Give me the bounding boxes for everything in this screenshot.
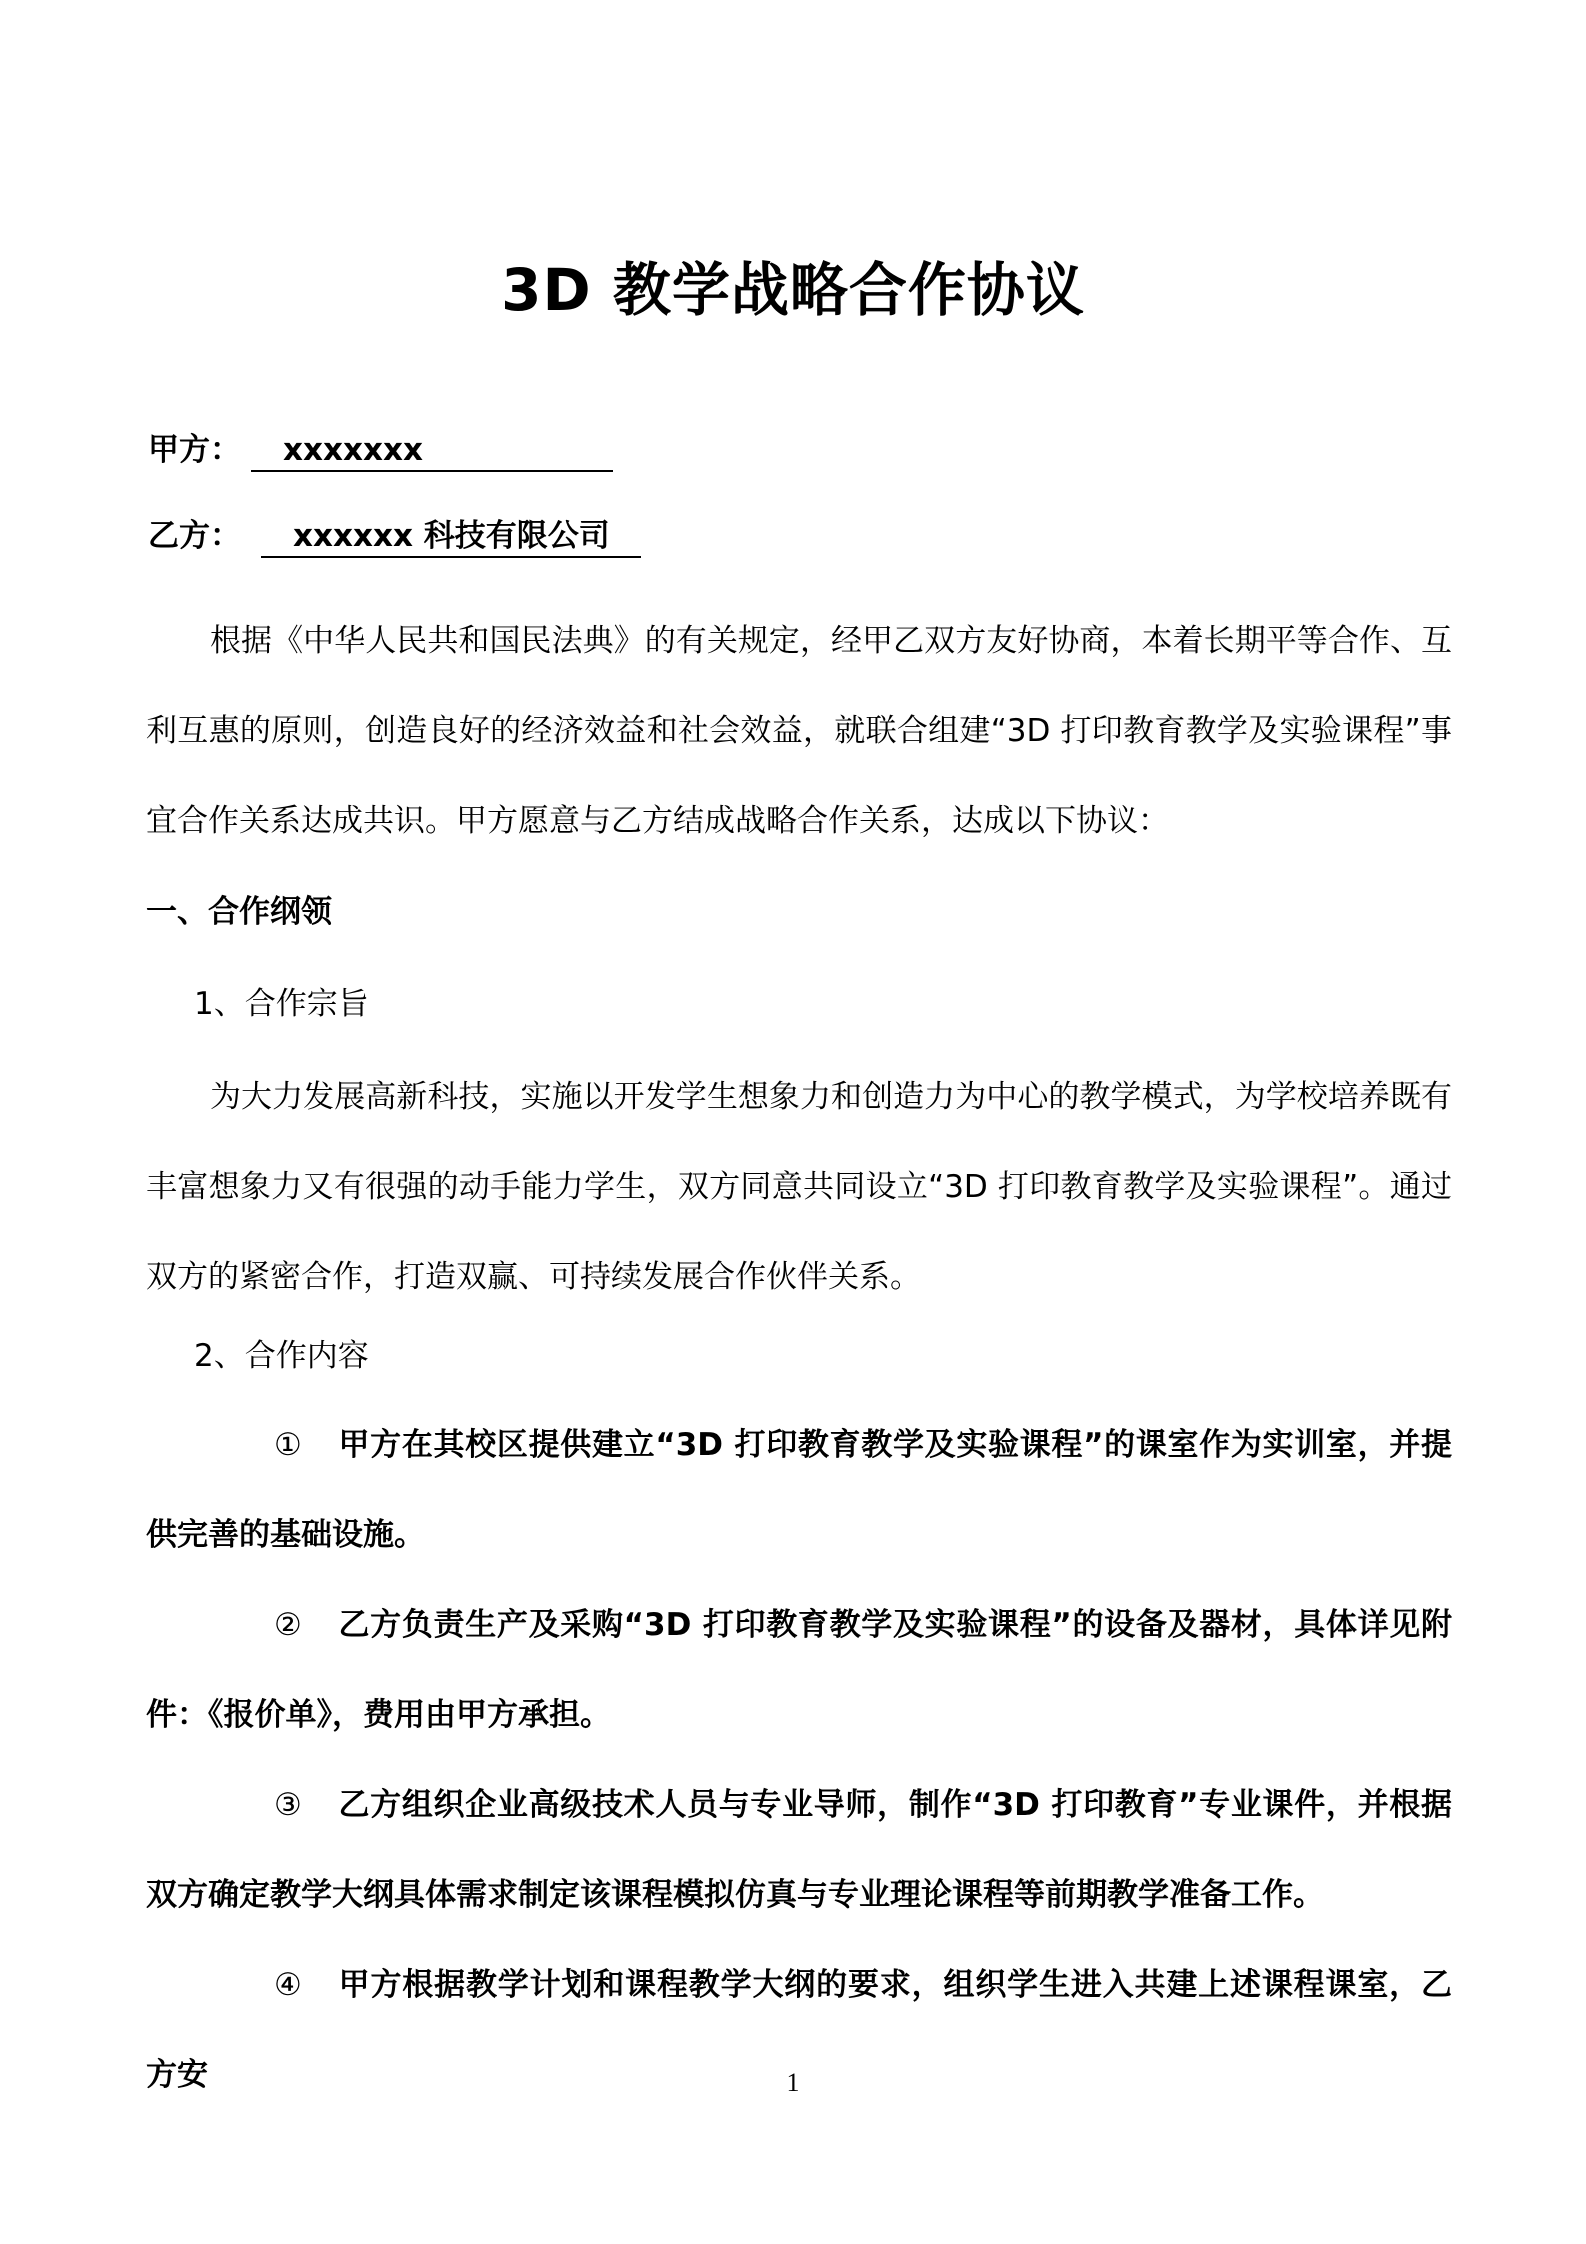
party-b-value: xxxxxx 科技有限公司 xyxy=(261,516,641,558)
item-3-text: 乙方组织企业高级技术人员与专业导师，制作“3D 打印教育”专业课件，并根据双方确定教学大纲具体需求制定该课程模拟仿真与专业理论课程等前期教学准备工作。 xyxy=(146,1787,1452,1913)
subsection-2-heading: 2、合作内容 xyxy=(194,1338,369,1374)
party-b-label: 乙方： xyxy=(148,518,241,554)
page-number: 1 xyxy=(786,2068,800,2097)
item-2-text: 乙方负责生产及采购“3D 打印教育教学及实验课程”的设备及器材，具体详见附件：《报价单》，费用由甲方承担。 xyxy=(146,1607,1452,1733)
party-a-label: 甲方： xyxy=(148,432,241,468)
item-2-marker: ② xyxy=(274,1607,302,1643)
item-1-text: 甲方在其校区提供建立“3D 打印教育教学及实验课程”的课室作为实训室，并提供完善的基础设施。 xyxy=(146,1427,1452,1553)
document-title: 3D 教学战略合作协议 xyxy=(501,256,1085,324)
section-1-heading: 一、合作纲领 xyxy=(146,894,332,930)
subsection-1-heading: 1、合作宗旨 xyxy=(194,986,369,1022)
content-item-3 xyxy=(146,1760,1452,1940)
content-item-2 xyxy=(146,1580,1452,1760)
party-a-value: xxxxxxx xyxy=(251,430,613,472)
intro-paragraph: 根据《中华人民共和国民法典》的有关规定，经甲乙双方友好协商，本着长期平等合作、互利互惠的原则，创造良好的经济效益和社会效益，就联合组建“3D 打印教育教学及实验课程”事宜合作关系达成共识。甲方愿意与乙方结成战略合作关系，达成以下协议： xyxy=(146,623,1452,839)
party-a-line xyxy=(148,428,613,472)
item-4-text: 甲方根据教学计划和课程教学大纲的要求，组织学生进入共建上述课程课室，乙方安 xyxy=(146,1967,1452,2093)
item-3-marker: ③ xyxy=(274,1787,302,1823)
party-b-line xyxy=(148,514,641,558)
item-1-marker: ① xyxy=(274,1427,302,1463)
content-item-1 xyxy=(146,1400,1452,1580)
purpose-paragraph: 为大力发展高新科技，实施以开发学生想象力和创造力为中心的教学模式，为学校培养既有丰富想象力又有很强的动手能力学生，双方同意共同设立“3D 打印教育教学及实验课程”。通过双方的紧密合作，打造双赢、可持续发展合作伙伴关系。 xyxy=(146,1079,1452,1295)
item-4-marker: ④ xyxy=(274,1967,302,2003)
